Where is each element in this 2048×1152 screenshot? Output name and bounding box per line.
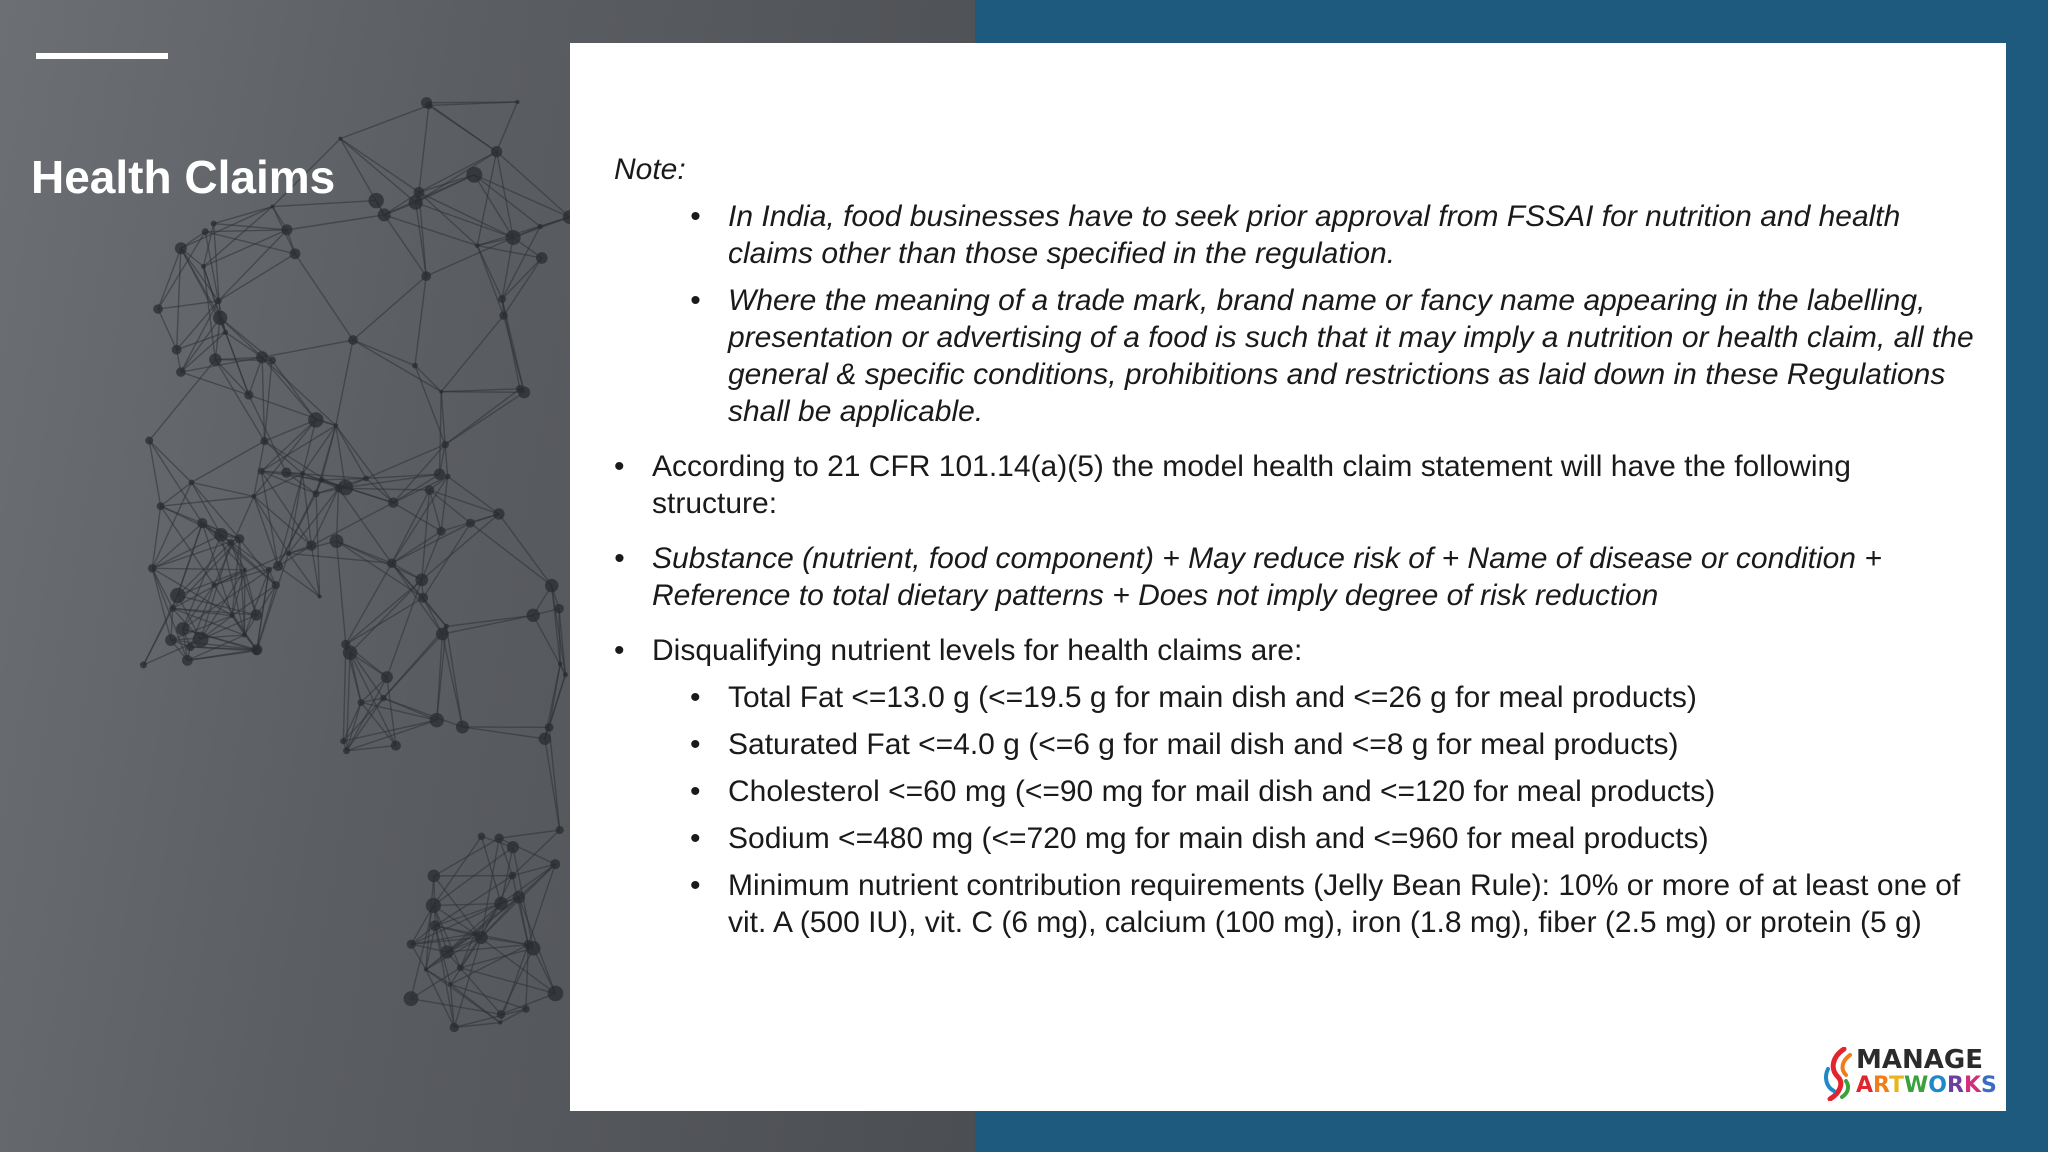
- network-node: [391, 740, 401, 750]
- network-link: [192, 441, 265, 482]
- network-node: [554, 604, 564, 614]
- network-node: [381, 671, 393, 683]
- network-link: [450, 984, 526, 1009]
- network-node: [409, 196, 423, 210]
- network-node: [491, 146, 502, 157]
- network-node: [189, 480, 195, 486]
- network-node: [176, 622, 189, 635]
- level-item: [614, 679, 1974, 716]
- network-node: [439, 390, 443, 394]
- network-link: [204, 267, 216, 360]
- network-link: [340, 139, 419, 193]
- network-node: [506, 230, 521, 245]
- network-link: [427, 102, 518, 103]
- logo-mark-icon: [1822, 1047, 1858, 1101]
- network-node: [272, 581, 280, 589]
- network-node: [182, 655, 193, 666]
- network-node: [140, 661, 147, 668]
- network-link: [289, 553, 392, 563]
- network-node: [456, 720, 469, 733]
- network-node: [380, 695, 387, 702]
- network-node: [251, 609, 262, 620]
- disqualifying-point: [614, 632, 1974, 669]
- network-node: [472, 931, 477, 936]
- network-node: [215, 298, 222, 305]
- network-link: [353, 340, 441, 392]
- network-link: [504, 258, 542, 316]
- note-label: Note:: [614, 153, 686, 186]
- network-node: [494, 834, 503, 843]
- note-section: [614, 151, 1974, 430]
- network-node: [251, 644, 262, 655]
- network-node: [444, 624, 449, 629]
- logo-text-artworks: ARTWORKS: [1856, 1073, 1997, 1098]
- network-link: [161, 482, 192, 506]
- level-item: [614, 726, 1974, 763]
- network-node: [448, 982, 452, 986]
- network-node: [340, 738, 346, 744]
- network-link: [416, 152, 497, 203]
- network-node: [242, 633, 247, 638]
- bullet-icon: •: [614, 634, 625, 667]
- network-node: [256, 351, 268, 363]
- network-link: [477, 217, 569, 246]
- network-link: [504, 316, 525, 393]
- network-link: [433, 904, 501, 906]
- level-text: Cholesterol <=60 mg (<=90 mg for mail dish and <=120 for meal products): [728, 775, 1716, 808]
- network-link: [445, 392, 524, 444]
- network-node: [428, 870, 441, 883]
- bullet-icon: •: [690, 869, 701, 902]
- network-link: [477, 246, 503, 316]
- network-node: [548, 986, 564, 1002]
- network-link: [411, 999, 501, 1015]
- network-node: [258, 468, 265, 475]
- note-item: [614, 198, 1974, 272]
- content-card: [570, 43, 2006, 1111]
- network-node: [300, 471, 305, 476]
- network-node: [421, 271, 431, 281]
- level-text: Sodium <=480 mg (<=720 mg for main dish and <=960 for meal products): [728, 822, 1709, 855]
- network-node: [313, 490, 320, 497]
- network-link: [415, 276, 426, 365]
- network-link: [340, 139, 415, 203]
- network-link: [353, 340, 415, 366]
- slide-title: Health Claims: [31, 151, 336, 203]
- network-link: [261, 471, 278, 566]
- network-node: [170, 588, 185, 603]
- network-link: [441, 392, 524, 393]
- network-node: [343, 747, 350, 754]
- network-node: [306, 540, 316, 550]
- network-node: [545, 723, 554, 732]
- network-link: [287, 215, 384, 230]
- network-link: [340, 105, 428, 138]
- network-link: [427, 103, 497, 152]
- network-node: [457, 964, 464, 971]
- network-node: [418, 593, 428, 603]
- network-node: [412, 363, 418, 369]
- network-link: [470, 523, 551, 585]
- network-link: [262, 340, 353, 357]
- note-item: [614, 282, 1974, 430]
- network-node: [430, 920, 441, 931]
- network-node: [286, 551, 291, 556]
- network-link: [419, 105, 429, 192]
- network-node: [244, 390, 253, 399]
- network-link: [429, 490, 470, 523]
- level-text: Minimum nutrient contribution requirements (Jelly Bean Rule): 10% or more of at least one of vit. A (500 IU), vit. C (6 mg), calcium (100 mg), iron (1.8 mg), fiber (2.5 mg) or protein (5 g): [728, 869, 1961, 939]
- network-link: [158, 309, 177, 350]
- network-node: [539, 733, 551, 745]
- level-item: [614, 867, 1974, 941]
- network-link: [499, 514, 552, 586]
- level-text: Total Fat <=13.0 g (<=19.5 g for main dish and <=26 g for meal products): [728, 681, 1697, 714]
- network-node: [271, 205, 275, 209]
- network-node: [368, 193, 383, 208]
- network-link: [433, 836, 481, 905]
- network-node: [193, 632, 209, 648]
- network-link: [526, 945, 528, 1009]
- network-link: [419, 152, 497, 193]
- network-node: [415, 573, 428, 586]
- network-link: [303, 425, 336, 473]
- network-node: [157, 502, 165, 510]
- network-node: [148, 564, 157, 573]
- cfr-point: [614, 448, 1974, 522]
- network-node: [230, 613, 235, 618]
- network-node: [334, 423, 339, 428]
- network-link: [445, 445, 448, 477]
- network-link: [262, 357, 316, 420]
- network-link: [429, 490, 498, 514]
- network-node: [290, 248, 301, 259]
- network-link: [225, 332, 262, 357]
- network-node: [404, 991, 419, 1006]
- network-link: [346, 563, 392, 644]
- network-node: [227, 539, 234, 546]
- network-node: [281, 468, 291, 478]
- network-link: [257, 570, 269, 650]
- network-link: [477, 152, 496, 246]
- network-link: [501, 864, 555, 903]
- bullet-icon: •: [690, 284, 701, 317]
- network-node: [243, 568, 247, 572]
- network-node: [414, 187, 425, 198]
- network-node: [497, 1010, 506, 1019]
- network-link: [448, 476, 499, 513]
- network-link: [152, 568, 245, 569]
- network-node: [319, 477, 324, 482]
- network-node: [213, 311, 227, 325]
- network-link: [289, 553, 320, 596]
- network-node: [348, 335, 358, 345]
- network-node: [153, 304, 163, 314]
- network-node: [268, 356, 276, 364]
- level-item: [614, 820, 1974, 857]
- network-link: [497, 102, 518, 152]
- network-node: [558, 661, 563, 666]
- network-node: [445, 474, 451, 480]
- network-node: [437, 527, 446, 536]
- network-node: [308, 412, 323, 427]
- network-link: [295, 254, 353, 340]
- network-link: [346, 598, 423, 645]
- network-node: [545, 579, 558, 592]
- network-link: [181, 248, 220, 318]
- network-node: [426, 898, 441, 913]
- network-node: [522, 1005, 529, 1012]
- network-node: [513, 891, 525, 903]
- network-node: [273, 561, 283, 571]
- network-node: [338, 137, 342, 141]
- network-node: [550, 859, 560, 869]
- network-node: [507, 841, 519, 853]
- network-node: [388, 498, 398, 508]
- network-link: [311, 503, 393, 546]
- network-node: [335, 484, 343, 492]
- network-link: [337, 541, 346, 644]
- network-node: [378, 208, 391, 221]
- network-node: [536, 252, 548, 264]
- title-accent-line: [36, 53, 168, 59]
- network-node: [450, 1023, 459, 1032]
- network-node: [498, 1021, 502, 1025]
- network-link: [474, 175, 569, 217]
- bullet-icon: •: [690, 728, 701, 761]
- network-link: [416, 203, 513, 238]
- network-link: [440, 392, 442, 475]
- network-link: [158, 248, 181, 309]
- structure-point: [614, 540, 1974, 614]
- network-node: [436, 628, 449, 641]
- bullet-icon: •: [690, 775, 701, 808]
- manage-artworks-logo: [1822, 1045, 1997, 1103]
- network-node: [176, 367, 186, 377]
- network-link: [422, 514, 499, 580]
- network-link: [446, 626, 462, 727]
- network-link: [392, 531, 441, 563]
- level-item: [614, 773, 1974, 810]
- structure-text: Substance (nutrient, food component) + May reduce risk of + Name of disease or condition + Reference to total dietary patterns + Does not imply degree of risk reduction: [652, 542, 1882, 612]
- network-node: [498, 295, 506, 303]
- bullet-icon: •: [614, 450, 625, 483]
- network-link: [462, 727, 544, 739]
- network-node: [515, 100, 519, 104]
- bullet-icon: •: [690, 200, 701, 233]
- network-link: [343, 702, 361, 741]
- network-link: [278, 566, 320, 596]
- network-node: [499, 311, 507, 319]
- network-node: [556, 826, 564, 834]
- note-text: Where the meaning of a trade mark, brand name or fancy name appearing in the labelling, presentation or advertising of a food is such that it may imply a nutrition or health claim, all the general & specific conditions, prohibitions and restrictions as laid down in these Regulations shall be applicable.: [728, 284, 1974, 428]
- network-link: [441, 316, 503, 392]
- note-text: In India, food businesses have to seek prior approval from FSSAI for nutrition and health claims other than those specified in the regulation.: [728, 200, 1901, 270]
- network-link: [262, 357, 336, 425]
- network-node: [387, 558, 397, 568]
- network-link: [337, 488, 339, 541]
- network-link: [177, 248, 181, 349]
- network-node: [260, 437, 268, 445]
- network-node: [430, 713, 444, 727]
- network-node: [169, 605, 176, 612]
- network-node: [518, 386, 530, 398]
- disqualifying-text: Disqualifying nutrient levels for health claims are:: [652, 634, 1303, 667]
- network-node: [538, 224, 543, 229]
- slide-body: [614, 151, 1974, 951]
- network-link: [447, 904, 501, 952]
- network-node: [341, 640, 350, 649]
- network-node: [175, 242, 187, 254]
- network-link: [445, 389, 520, 445]
- network-link: [460, 968, 555, 994]
- network-node: [363, 476, 369, 482]
- network-node: [424, 967, 428, 971]
- cfr-text: According to 21 CFR 101.14(a)(5) the model health claim statement will have the following structure:: [652, 450, 1851, 520]
- network-node: [440, 945, 453, 958]
- network-node: [434, 469, 445, 480]
- network-node: [358, 699, 365, 706]
- logo-text-manage: MANAGE: [1856, 1045, 1983, 1075]
- network-link: [366, 445, 445, 479]
- network-node: [281, 224, 292, 235]
- network-node: [563, 672, 568, 677]
- network-node: [165, 634, 177, 646]
- network-node: [407, 940, 416, 949]
- network-node: [425, 485, 435, 495]
- network-node: [201, 264, 206, 269]
- network-link: [499, 830, 560, 838]
- network-node: [251, 494, 256, 499]
- network-node: [475, 243, 480, 248]
- network-node: [172, 345, 182, 355]
- network-node: [214, 528, 228, 542]
- network-node: [211, 221, 217, 227]
- level-text: Saturated Fat <=4.0 g (<=6 g for mail dish and <=8 g for meal products): [728, 728, 1679, 761]
- network-node: [235, 534, 244, 543]
- network-node: [509, 872, 517, 880]
- network-link: [343, 644, 345, 741]
- network-node: [330, 534, 344, 548]
- network-link: [336, 340, 353, 425]
- network-node: [317, 594, 321, 598]
- network-link: [384, 215, 426, 276]
- network-node: [223, 330, 228, 335]
- network-node: [186, 643, 195, 652]
- network-link: [442, 634, 462, 727]
- network-node: [202, 228, 209, 235]
- network-node: [197, 518, 207, 528]
- bullet-icon: •: [690, 681, 701, 714]
- network-node: [145, 437, 153, 445]
- network-node: [209, 353, 221, 365]
- network-node: [494, 897, 508, 911]
- network-link: [519, 897, 528, 944]
- network-link: [353, 276, 426, 340]
- network-node: [466, 167, 482, 183]
- bullet-icon: •: [614, 542, 625, 575]
- network-node: [441, 441, 449, 449]
- bullet-icon: •: [690, 822, 701, 855]
- network-node: [211, 582, 216, 587]
- network-node: [421, 97, 432, 108]
- network-node: [466, 519, 475, 528]
- network-link: [419, 192, 477, 245]
- network-node: [478, 833, 486, 841]
- network-node: [493, 508, 504, 519]
- network-node: [526, 941, 540, 955]
- network-node: [527, 609, 540, 622]
- network-node: [266, 567, 272, 573]
